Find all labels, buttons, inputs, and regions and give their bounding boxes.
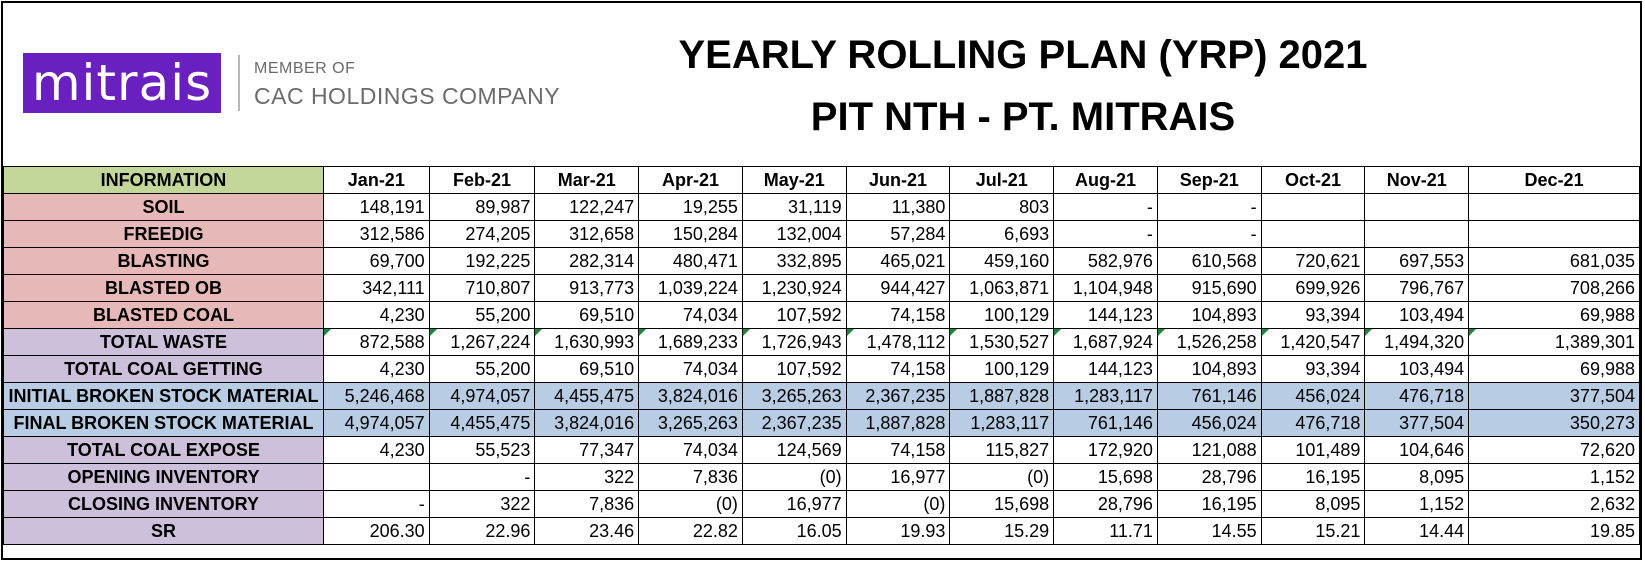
table-cell[interactable]: 69,510 bbox=[535, 356, 639, 383]
table-cell[interactable]: 31,119 bbox=[742, 194, 846, 221]
table-cell[interactable]: 122,247 bbox=[535, 194, 639, 221]
table-cell[interactable]: 342,111 bbox=[323, 275, 429, 302]
table-cell[interactable]: 19.93 bbox=[846, 518, 950, 545]
table-cell[interactable]: 15.21 bbox=[1261, 518, 1365, 545]
table-cell[interactable]: 2,632 bbox=[1469, 491, 1640, 518]
table-cell[interactable]: 681,035 bbox=[1469, 248, 1640, 275]
spreadsheet bbox=[1, 1, 1642, 560]
row-label[interactable]: BLASTING bbox=[4, 248, 324, 275]
table-cell[interactable]: 720,621 bbox=[1261, 248, 1365, 275]
table-row bbox=[4, 464, 1640, 491]
table-cell[interactable]: 322 bbox=[429, 491, 535, 518]
table-cell[interactable]: 803 bbox=[950, 194, 1054, 221]
table-row bbox=[4, 356, 1640, 383]
logo-divider bbox=[238, 55, 240, 111]
table-cell[interactable]: 1,687,924 bbox=[1054, 329, 1158, 356]
table-cell[interactable]: 74,034 bbox=[639, 302, 743, 329]
table-cell[interactable]: 132,004 bbox=[742, 221, 846, 248]
member-of-label: MEMBER OF bbox=[254, 60, 356, 77]
report-header bbox=[3, 3, 1640, 166]
table-cell[interactable]: 476,718 bbox=[1261, 410, 1365, 437]
table-cell[interactable]: 944,427 bbox=[846, 275, 950, 302]
table-cell[interactable]: (0) bbox=[639, 491, 743, 518]
table-row bbox=[4, 491, 1640, 518]
table-cell[interactable]: 115,827 bbox=[950, 437, 1054, 464]
row-label[interactable]: SR bbox=[4, 518, 324, 545]
row-label[interactable]: FINAL BROKEN STOCK MATERIAL bbox=[4, 410, 324, 437]
table-cell[interactable]: 192,225 bbox=[429, 248, 535, 275]
table-cell[interactable]: 459,160 bbox=[950, 248, 1054, 275]
table-cell[interactable]: 312,658 bbox=[535, 221, 639, 248]
table-cell[interactable]: 93,394 bbox=[1261, 302, 1365, 329]
table-cell[interactable]: 1,630,993 bbox=[535, 329, 639, 356]
table-cell[interactable]: 74,158 bbox=[846, 437, 950, 464]
table-row bbox=[4, 437, 1640, 464]
table-cell[interactable]: 4,455,475 bbox=[429, 410, 535, 437]
row-label[interactable]: FREEDIG bbox=[4, 221, 324, 248]
table-cell[interactable]: 77,347 bbox=[535, 437, 639, 464]
table-cell[interactable]: 103,494 bbox=[1365, 356, 1469, 383]
column-header-month[interactable]: Mar-21 bbox=[535, 167, 639, 194]
table-cell[interactable]: 465,021 bbox=[846, 248, 950, 275]
table-cell[interactable]: 107,592 bbox=[742, 356, 846, 383]
table-cell[interactable]: - bbox=[323, 491, 429, 518]
row-label[interactable]: TOTAL COAL GETTING bbox=[4, 356, 324, 383]
table-cell[interactable]: 144,123 bbox=[1054, 356, 1158, 383]
column-header-month[interactable]: Jun-21 bbox=[846, 167, 950, 194]
table-cell[interactable]: 582,976 bbox=[1054, 248, 1158, 275]
table-cell[interactable]: 1,478,112 bbox=[846, 329, 950, 356]
table-cell[interactable]: (0) bbox=[846, 491, 950, 518]
table-cell[interactable]: 476,718 bbox=[1365, 383, 1469, 410]
table-cell[interactable]: 2,367,235 bbox=[846, 383, 950, 410]
table-cell[interactable]: 4,974,057 bbox=[429, 383, 535, 410]
table-cell[interactable]: 107,592 bbox=[742, 302, 846, 329]
table-cell[interactable]: 1,887,828 bbox=[950, 383, 1054, 410]
table-cell[interactable]: 69,988 bbox=[1469, 302, 1640, 329]
table-cell[interactable]: 144,123 bbox=[1054, 302, 1158, 329]
table-cell[interactable]: 708,266 bbox=[1469, 275, 1640, 302]
table-cell[interactable]: 610,568 bbox=[1157, 248, 1261, 275]
table-cell[interactable]: 761,146 bbox=[1157, 383, 1261, 410]
report-subtitle: PIT NTH - PT. MITRAIS bbox=[810, 95, 1236, 139]
table-cell[interactable]: 1,726,943 bbox=[742, 329, 846, 356]
table-row bbox=[4, 302, 1640, 329]
table-cell[interactable]: 1,063,871 bbox=[950, 275, 1054, 302]
table-cell[interactable]: 103,494 bbox=[1365, 302, 1469, 329]
table-cell[interactable]: - bbox=[1157, 221, 1261, 248]
table-cell[interactable]: 22.96 bbox=[429, 518, 535, 545]
column-header-month[interactable]: Dec-21 bbox=[1469, 167, 1640, 194]
table-cell[interactable]: 15,698 bbox=[950, 491, 1054, 518]
table-row bbox=[4, 410, 1640, 437]
table-cell[interactable]: 74,034 bbox=[639, 437, 743, 464]
row-label[interactable]: CLOSING INVENTORY bbox=[4, 491, 324, 518]
table-cell[interactable]: 55,200 bbox=[429, 356, 535, 383]
table-cell[interactable]: 150,284 bbox=[639, 221, 743, 248]
table-cell[interactable] bbox=[1365, 221, 1469, 248]
table-cell[interactable]: 377,504 bbox=[1469, 383, 1640, 410]
table-cell[interactable] bbox=[1469, 221, 1640, 248]
table-cell[interactable]: 913,773 bbox=[535, 275, 639, 302]
table-cell[interactable]: 1,267,224 bbox=[429, 329, 535, 356]
table-cell[interactable]: 74,034 bbox=[639, 356, 743, 383]
table-cell[interactable] bbox=[1365, 194, 1469, 221]
table-cell[interactable]: 14.44 bbox=[1365, 518, 1469, 545]
row-label[interactable]: OPENING INVENTORY bbox=[4, 464, 324, 491]
column-header-month[interactable]: Sep-21 bbox=[1157, 167, 1261, 194]
mitrais-logo bbox=[23, 53, 221, 113]
table-row bbox=[4, 194, 1640, 221]
table-cell[interactable]: 69,700 bbox=[323, 248, 429, 275]
table-cell[interactable]: 11,380 bbox=[846, 194, 950, 221]
table-cell[interactable]: 282,314 bbox=[535, 248, 639, 275]
table-cell[interactable]: 377,504 bbox=[1365, 410, 1469, 437]
table-cell[interactable]: 1,887,828 bbox=[846, 410, 950, 437]
table-cell[interactable]: 7,836 bbox=[639, 464, 743, 491]
table-cell[interactable]: 104,893 bbox=[1157, 356, 1261, 383]
table-cell[interactable]: 19,255 bbox=[639, 194, 743, 221]
row-label[interactable]: TOTAL WASTE bbox=[4, 329, 324, 356]
table-cell[interactable]: 710,807 bbox=[429, 275, 535, 302]
table-cell[interactable]: 23.46 bbox=[535, 518, 639, 545]
table-cell[interactable]: 16,195 bbox=[1157, 491, 1261, 518]
table-cell[interactable]: 1,689,233 bbox=[639, 329, 743, 356]
table-cell[interactable]: - bbox=[1054, 221, 1158, 248]
table-cell[interactable]: 16.05 bbox=[742, 518, 846, 545]
table-cell[interactable]: 761,146 bbox=[1054, 410, 1158, 437]
table-cell[interactable]: 4,974,057 bbox=[323, 410, 429, 437]
column-header-month[interactable]: May-21 bbox=[742, 167, 846, 194]
table-cell[interactable]: 456,024 bbox=[1157, 410, 1261, 437]
table-cell[interactable]: 8,095 bbox=[1261, 491, 1365, 518]
table-cell[interactable]: 3,265,263 bbox=[639, 410, 743, 437]
logo-text: mitrais bbox=[31, 54, 213, 112]
table-cell[interactable]: 4,455,475 bbox=[535, 383, 639, 410]
table-cell[interactable]: 312,586 bbox=[323, 221, 429, 248]
table-cell[interactable]: 332,895 bbox=[742, 248, 846, 275]
table-cell[interactable]: 322 bbox=[535, 464, 639, 491]
table-cell[interactable]: 16,977 bbox=[742, 491, 846, 518]
table-cell[interactable]: - bbox=[1054, 194, 1158, 221]
table-cell[interactable]: 69,510 bbox=[535, 302, 639, 329]
table-cell[interactable]: 55,200 bbox=[429, 302, 535, 329]
table-cell[interactable]: 1,152 bbox=[1469, 464, 1640, 491]
table-cell[interactable] bbox=[323, 464, 429, 491]
table-row bbox=[4, 221, 1640, 248]
table-cell[interactable]: 100,129 bbox=[950, 302, 1054, 329]
column-header-month[interactable]: Aug-21 bbox=[1054, 167, 1158, 194]
table-cell[interactable]: 796,767 bbox=[1365, 275, 1469, 302]
row-label[interactable]: BLASTED OB bbox=[4, 275, 324, 302]
table-cell[interactable]: 172,920 bbox=[1054, 437, 1158, 464]
column-header-month[interactable]: Jul-21 bbox=[950, 167, 1054, 194]
table-cell[interactable]: (0) bbox=[742, 464, 846, 491]
table-row bbox=[4, 518, 1640, 545]
table-cell[interactable]: 3,824,016 bbox=[639, 383, 743, 410]
table-cell[interactable]: 100,129 bbox=[950, 356, 1054, 383]
table-cell[interactable]: 2,367,235 bbox=[742, 410, 846, 437]
table-cell[interactable]: 1,389,301 bbox=[1469, 329, 1640, 356]
table-cell[interactable]: 206.30 bbox=[323, 518, 429, 545]
table-cell[interactable]: 104,646 bbox=[1365, 437, 1469, 464]
table-cell[interactable]: 1,104,948 bbox=[1054, 275, 1158, 302]
table-cell[interactable]: 74,158 bbox=[846, 302, 950, 329]
table-cell[interactable]: (0) bbox=[950, 464, 1054, 491]
row-label[interactable]: SOIL bbox=[4, 194, 324, 221]
table-cell[interactable]: 16,195 bbox=[1261, 464, 1365, 491]
table-cell[interactable]: 93,394 bbox=[1261, 356, 1365, 383]
table-cell[interactable]: 3,824,016 bbox=[535, 410, 639, 437]
table-cell[interactable]: 697,553 bbox=[1365, 248, 1469, 275]
table-cell[interactable]: 1,230,924 bbox=[742, 275, 846, 302]
table-cell[interactable]: 28,796 bbox=[1054, 491, 1158, 518]
table-cell[interactable]: 1,152 bbox=[1365, 491, 1469, 518]
table-cell[interactable]: 15.29 bbox=[950, 518, 1054, 545]
table-row bbox=[4, 275, 1640, 302]
column-header-month[interactable]: Oct-21 bbox=[1261, 167, 1365, 194]
table-cell[interactable]: 5,246,468 bbox=[323, 383, 429, 410]
table-cell[interactable]: - bbox=[1157, 194, 1261, 221]
table-cell[interactable] bbox=[1261, 221, 1365, 248]
table-row bbox=[4, 248, 1640, 275]
table-cell[interactable]: 14.55 bbox=[1157, 518, 1261, 545]
table-cell[interactable]: 89,987 bbox=[429, 194, 535, 221]
table-cell[interactable]: 1,530,527 bbox=[950, 329, 1054, 356]
table-cell[interactable]: 15,698 bbox=[1054, 464, 1158, 491]
table-cell[interactable]: 8,095 bbox=[1365, 464, 1469, 491]
table-header-row bbox=[4, 167, 1640, 194]
table-cell[interactable]: 11.71 bbox=[1054, 518, 1158, 545]
table-cell[interactable]: 22.82 bbox=[639, 518, 743, 545]
table-cell[interactable]: 480,471 bbox=[639, 248, 743, 275]
table-cell[interactable]: 1,283,117 bbox=[1054, 383, 1158, 410]
column-header-month[interactable]: Nov-21 bbox=[1365, 167, 1469, 194]
table-cell[interactable]: 28,796 bbox=[1157, 464, 1261, 491]
table-cell[interactable]: 69,988 bbox=[1469, 356, 1640, 383]
table-cell[interactable]: 148,191 bbox=[323, 194, 429, 221]
table-cell[interactable]: 16,977 bbox=[846, 464, 950, 491]
table-cell[interactable]: 121,088 bbox=[1157, 437, 1261, 464]
column-header-month[interactable]: Feb-21 bbox=[429, 167, 535, 194]
row-label[interactable]: INITIAL BROKEN STOCK MATERIAL bbox=[4, 383, 324, 410]
company-label: CAC HOLDINGS COMPANY bbox=[254, 83, 561, 109]
table-cell[interactable] bbox=[1261, 194, 1365, 221]
table-cell[interactable]: 456,024 bbox=[1261, 383, 1365, 410]
report-title: YEARLY ROLLING PLAN (YRP) 2021 bbox=[678, 33, 1368, 77]
table-cell[interactable]: 74,158 bbox=[846, 356, 950, 383]
table-cell[interactable]: 1,420,547 bbox=[1261, 329, 1365, 356]
table-cell[interactable]: 7,836 bbox=[535, 491, 639, 518]
table-row bbox=[4, 329, 1640, 356]
table-cell[interactable]: 6,693 bbox=[950, 221, 1054, 248]
column-header-information[interactable]: INFORMATION bbox=[4, 167, 324, 194]
yrp-table bbox=[3, 166, 1640, 545]
table-cell[interactable]: 699,926 bbox=[1261, 275, 1365, 302]
row-label[interactable]: BLASTED COAL bbox=[4, 302, 324, 329]
table-row bbox=[4, 383, 1640, 410]
table-cell[interactable]: 274,205 bbox=[429, 221, 535, 248]
table-cell[interactable]: 1,526,258 bbox=[1157, 329, 1261, 356]
column-header-month[interactable]: Apr-21 bbox=[639, 167, 743, 194]
table-cell[interactable]: 1,283,117 bbox=[950, 410, 1054, 437]
row-label[interactable]: TOTAL COAL EXPOSE bbox=[4, 437, 324, 464]
column-header-month[interactable]: Jan-21 bbox=[323, 167, 429, 194]
table-cell[interactable]: 57,284 bbox=[846, 221, 950, 248]
table-cell[interactable]: 1,039,224 bbox=[639, 275, 743, 302]
table-cell[interactable]: 4,230 bbox=[323, 302, 429, 329]
table-cell[interactable]: 915,690 bbox=[1157, 275, 1261, 302]
table-cell[interactable] bbox=[1469, 194, 1640, 221]
table-cell[interactable]: 1,494,320 bbox=[1365, 329, 1469, 356]
table-cell[interactable]: 350,273 bbox=[1469, 410, 1640, 437]
table-cell[interactable]: 19.85 bbox=[1469, 518, 1640, 545]
table-cell[interactable]: 4,230 bbox=[323, 437, 429, 464]
table-cell[interactable]: 4,230 bbox=[323, 356, 429, 383]
table-cell[interactable]: 872,588 bbox=[323, 329, 429, 356]
table-cell[interactable]: 55,523 bbox=[429, 437, 535, 464]
table-cell[interactable]: 3,265,263 bbox=[742, 383, 846, 410]
table-cell[interactable]: 104,893 bbox=[1157, 302, 1261, 329]
table-cell[interactable]: - bbox=[429, 464, 535, 491]
table-cell[interactable]: 124,569 bbox=[742, 437, 846, 464]
table-cell[interactable]: 101,489 bbox=[1261, 437, 1365, 464]
table-cell[interactable]: 72,620 bbox=[1469, 437, 1640, 464]
